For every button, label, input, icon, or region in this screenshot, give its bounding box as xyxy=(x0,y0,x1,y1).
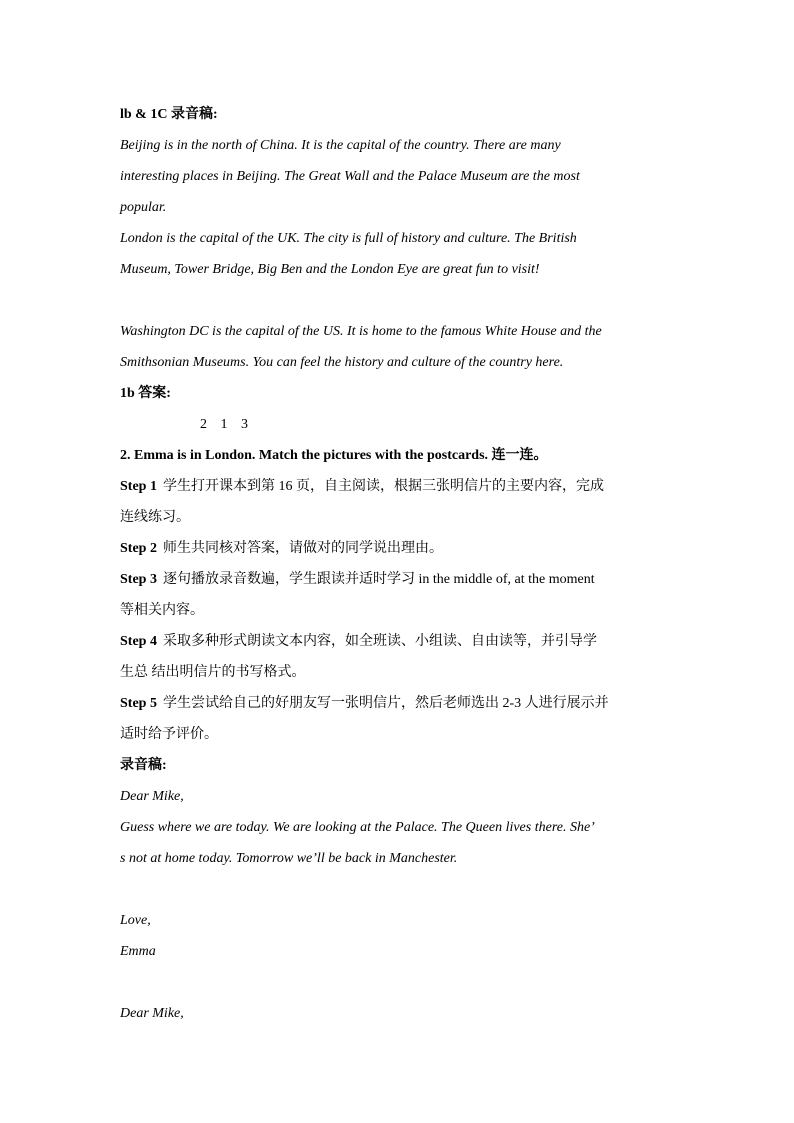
step-text: 学生打开课本到第 16 页，自主阅读，根据三张明信片的主要内容，完成 xyxy=(162,479,604,494)
step-text: 学生尝试给自己的好朋友写一张明信片，然后老师选出 2-3 人进行展示并 xyxy=(162,696,609,711)
step-label: Step 2 xyxy=(120,541,157,556)
step-text: 逐句播放录音数遍，学生跟读并适时学习 in the middle of, at the moment xyxy=(162,572,595,587)
transcript-line: Beijing is in the north of China. It is the capital of the country. There are many xyxy=(120,138,561,153)
postcard-line: Dear Mike, xyxy=(120,1006,184,1021)
task-2-heading: 2. Emma is in London. Match the pictures with the postcards. 连一连。 xyxy=(120,448,548,463)
step-text: 等相关内容。 xyxy=(120,603,204,618)
postcard-line: Love, xyxy=(120,913,151,928)
transcript-heading: 录音稿: xyxy=(120,758,167,773)
postcard-line: Emma xyxy=(120,944,156,959)
transcript-line: Museum, Tower Bridge, Big Ben and the London Eye are great fun to visit! xyxy=(120,262,540,277)
postcard-line: Dear Mike, xyxy=(120,789,184,804)
step-2 xyxy=(120,533,680,564)
step-text: 师生共同核对答案，请做对的同学说出理由。 xyxy=(162,541,443,556)
step-text: 采取多种形式朗读文本内容，如全班读、小组读、自由读等，并引导学 xyxy=(162,634,597,649)
step-label: Step 1 xyxy=(120,479,157,494)
transcript-line: Washington DC is the capital of the US. It is home to the famous White House and the xyxy=(120,324,602,339)
transcript-line: Smithsonian Museums. You can feel the history and culture of the country here. xyxy=(120,355,564,370)
answers-heading: 1b 答案: xyxy=(120,386,171,401)
blank-line xyxy=(120,967,680,998)
blank-line xyxy=(120,285,680,316)
blank-line xyxy=(120,874,680,905)
postcard-line: Guess where we are today. We are looking at the Palace. The Queen lives there. She’ xyxy=(120,820,595,835)
step-label: Step 4 xyxy=(120,634,157,649)
transcript-line: London is the capital of the UK. The city is full of history and culture. The British xyxy=(120,231,577,246)
postcard-line: s not at home today. Tomorrow we’ll be back in Manchester. xyxy=(120,851,458,866)
answers-values: 2 1 3 xyxy=(200,417,248,432)
step-text: 生总 结出明信片的书写格式。 xyxy=(120,665,306,680)
step-label: Step 5 xyxy=(120,696,157,711)
step-3 xyxy=(120,564,680,626)
step-5 xyxy=(120,688,680,750)
transcript-line: interesting places in Beijing. The Great Wall and the Palace Museum are the most xyxy=(120,169,580,184)
step-label: Step 3 xyxy=(120,572,157,587)
transcript-line: popular. xyxy=(120,200,167,215)
step-text: 连线练习。 xyxy=(120,510,190,525)
step-text: 适时给予评价。 xyxy=(120,727,218,742)
step-1 xyxy=(120,471,680,533)
section-heading-1b-1c: lb & 1C 录音稿: xyxy=(120,107,218,122)
document-body xyxy=(120,99,680,1029)
step-4 xyxy=(120,626,680,688)
